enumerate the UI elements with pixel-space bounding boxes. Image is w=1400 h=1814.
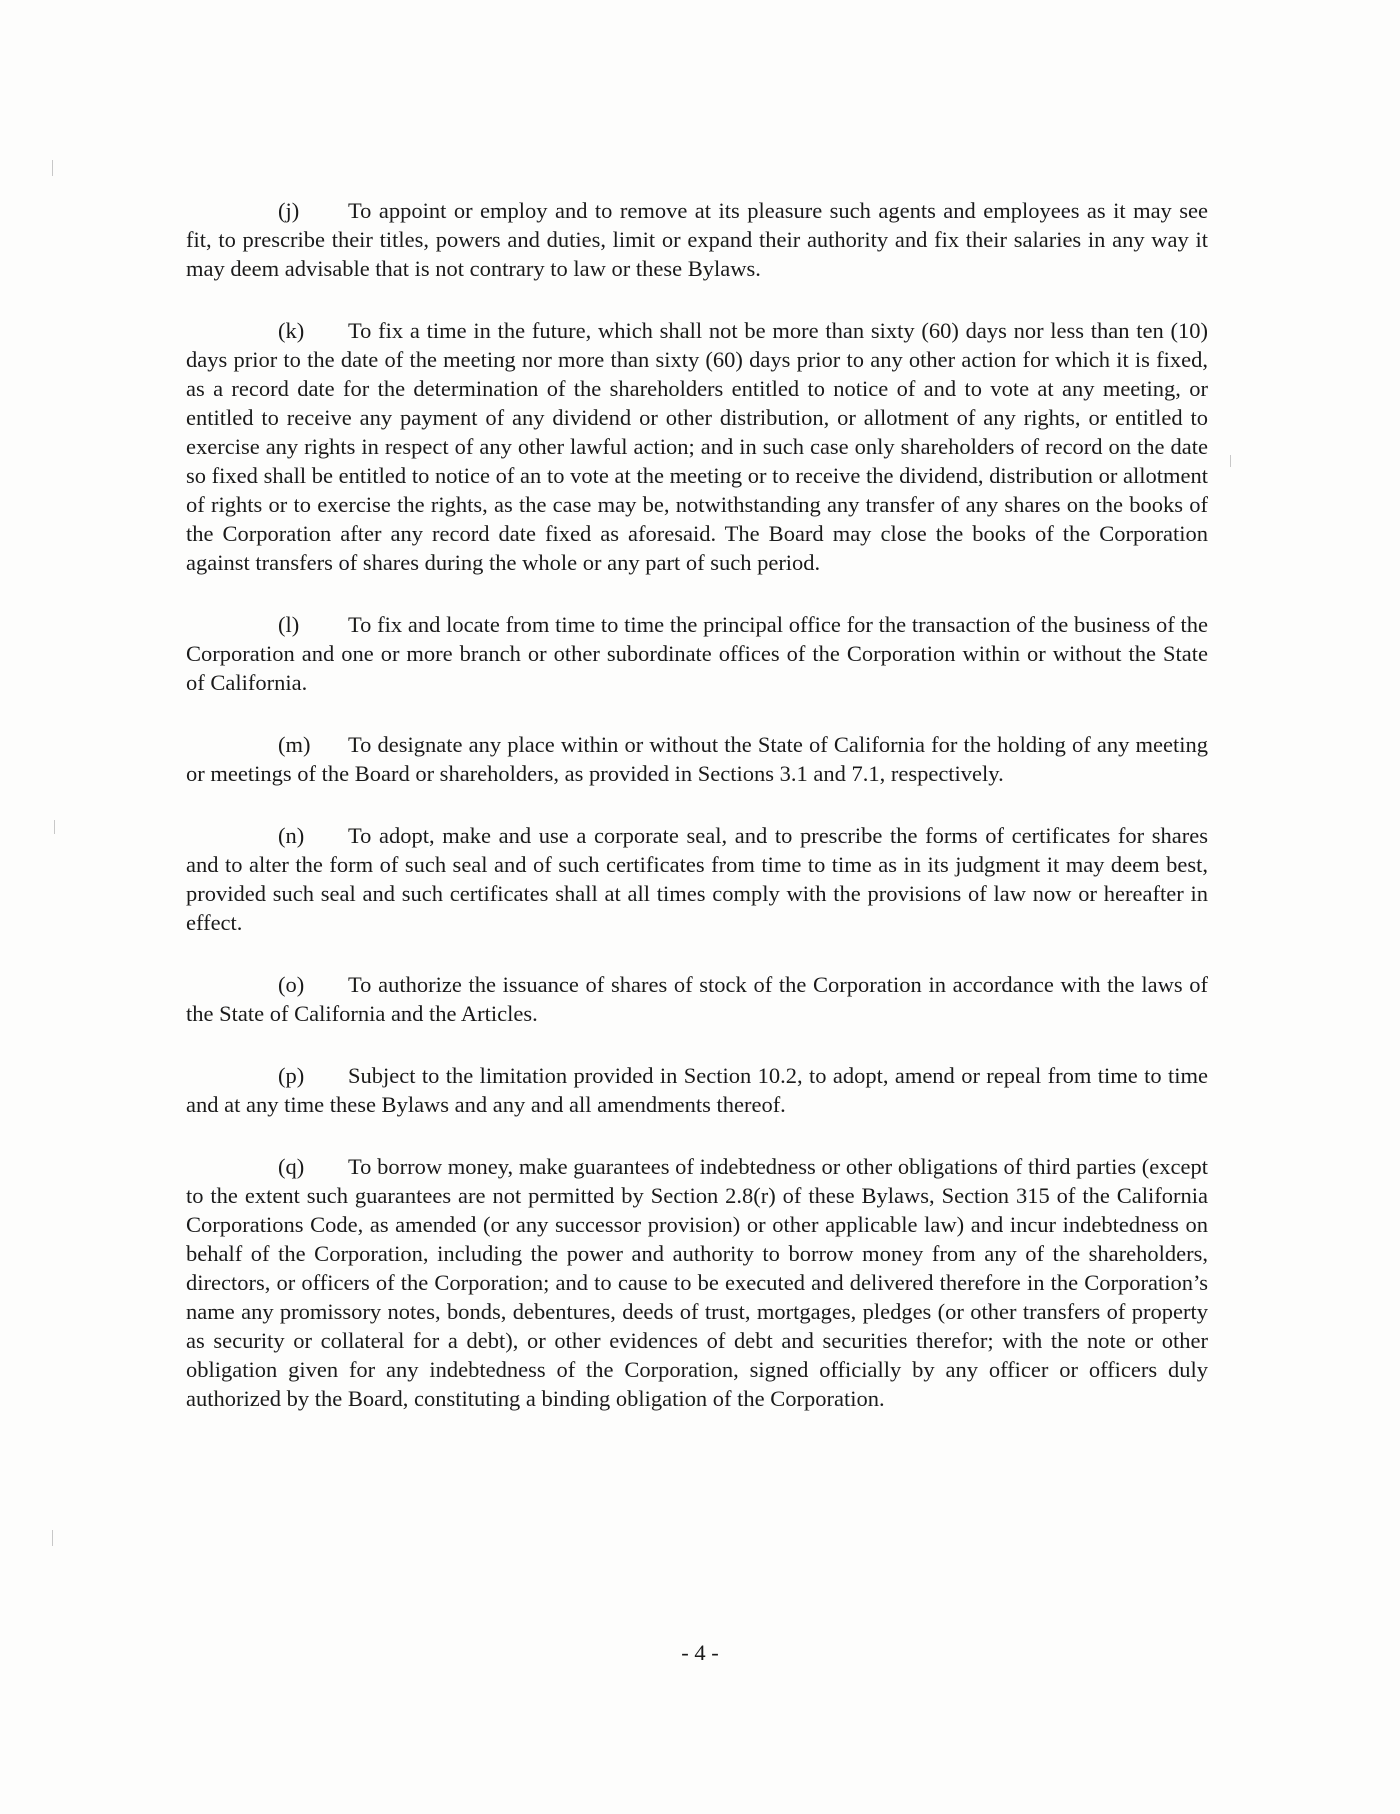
paragraph-j [186,196,1208,283]
paragraph-label: (p) [278,1063,305,1088]
paragraph-text: To designate any place within or without the State of California for the holding of any meeting or meetings of the Board or shareholders, as provided in Sections 3.1 and 7.1, respectively. [186,732,1208,786]
paragraph-o [186,970,1208,1028]
paragraph-text: Subject to the limitation provided in Section 10.2, to adopt, amend or repeal from time to time and at any time these Bylaws and any and all amendments thereof. [186,1063,1208,1117]
paragraph-label: (m) [278,732,311,757]
paragraph-text: To borrow money, make guarantees of indebtedness or other obligations of third parties (except to the extent such guarantees are not permitted by Section 2.8(r) of these Bylaws, Section 315 of the California Corporations Code, as amended (or any successor provision) or other applicable law) and incur indebtedness on behalf of the Corporation, including the power and authority to borrow money from any of the shareholders, directors, or officers of the Corporation; and to cause to be executed and delivered therefore in the Corporation’s name any promissory notes, bonds, debentures, deeds of trust, mortgages, pledges (or other transfers of property as security or collateral for a debt), or other evidences of debt and securities therefor; with the note or other obligation given for any indebtedness of the Corporation, signed officially by any officer or officers duly authorized by the Board, constituting a binding obligation of the Corporation. [186,1154,1208,1411]
scan-mark [52,160,53,176]
paragraph-text: To appoint or employ and to remove at its pleasure such agents and employees as it may see fit, to prescribe their titles, powers and duties, limit or expand their authority and fix their salaries in any way it may deem advisable that is not contrary to law or these Bylaws. [186,198,1208,281]
paragraph-label: (l) [278,612,300,637]
paragraph-text: To authorize the issuance of shares of stock of the Corporation in accordance with the laws of the State of California and the Articles. [186,972,1208,1026]
paragraph-label: (o) [278,972,305,997]
paragraph-l [186,610,1208,697]
paragraph-label: (j) [278,198,300,223]
page-number: - 4 - [681,1640,719,1665]
paragraph-label: (k) [278,318,305,343]
paragraph-text: To fix and locate from time to time the principal office for the transaction of the business of the Corporation and one or more branch or other subordinate offices of the Corporation within or without the State of California. [186,612,1208,695]
paragraph-p [186,1061,1208,1119]
scan-mark [54,820,55,834]
paragraph-text: To fix a time in the future, which shall not be more than sixty (60) days nor less than ten (10) days prior to the date of the meeting nor more than sixty (60) days prior to any other action for which it is fixed, as a record date for the determination of the shareholders entitled to notice of and to vote at any meeting, or entitled to receive any payment of any dividend or other distribution, or allotment of any rights, or entitled to exercise any rights in respect of any other lawful action; and in such case only shareholders of record on the date so fixed shall be entitled to notice of an to vote at the meeting or to receive the dividend, distribution or allotment of rights or to exercise the rights, as the case may be, notwithstanding any transfer of any shares on the books of the Corporation after any record date fixed as aforesaid. The Board may close the books of the Corporation against transfers of shares during the whole or any part of such period. [186,318,1208,575]
scan-mark [1230,455,1231,467]
paragraph-label: (q) [278,1154,305,1179]
scan-mark [52,1530,53,1546]
paragraph-k [186,316,1208,577]
paragraph-q [186,1152,1208,1413]
document-body [186,196,1208,1446]
paragraph-label: (n) [278,823,305,848]
paragraph-n [186,821,1208,937]
paragraph-text: To adopt, make and use a corporate seal, and to prescribe the forms of certificates for shares and to alter the form of such seal and of such certificates from time to time as in its judgment it may deem best, provided such seal and such certificates shall at all times comply with the provisions of law now or hereafter in effect. [186,823,1208,935]
paragraph-m [186,730,1208,788]
